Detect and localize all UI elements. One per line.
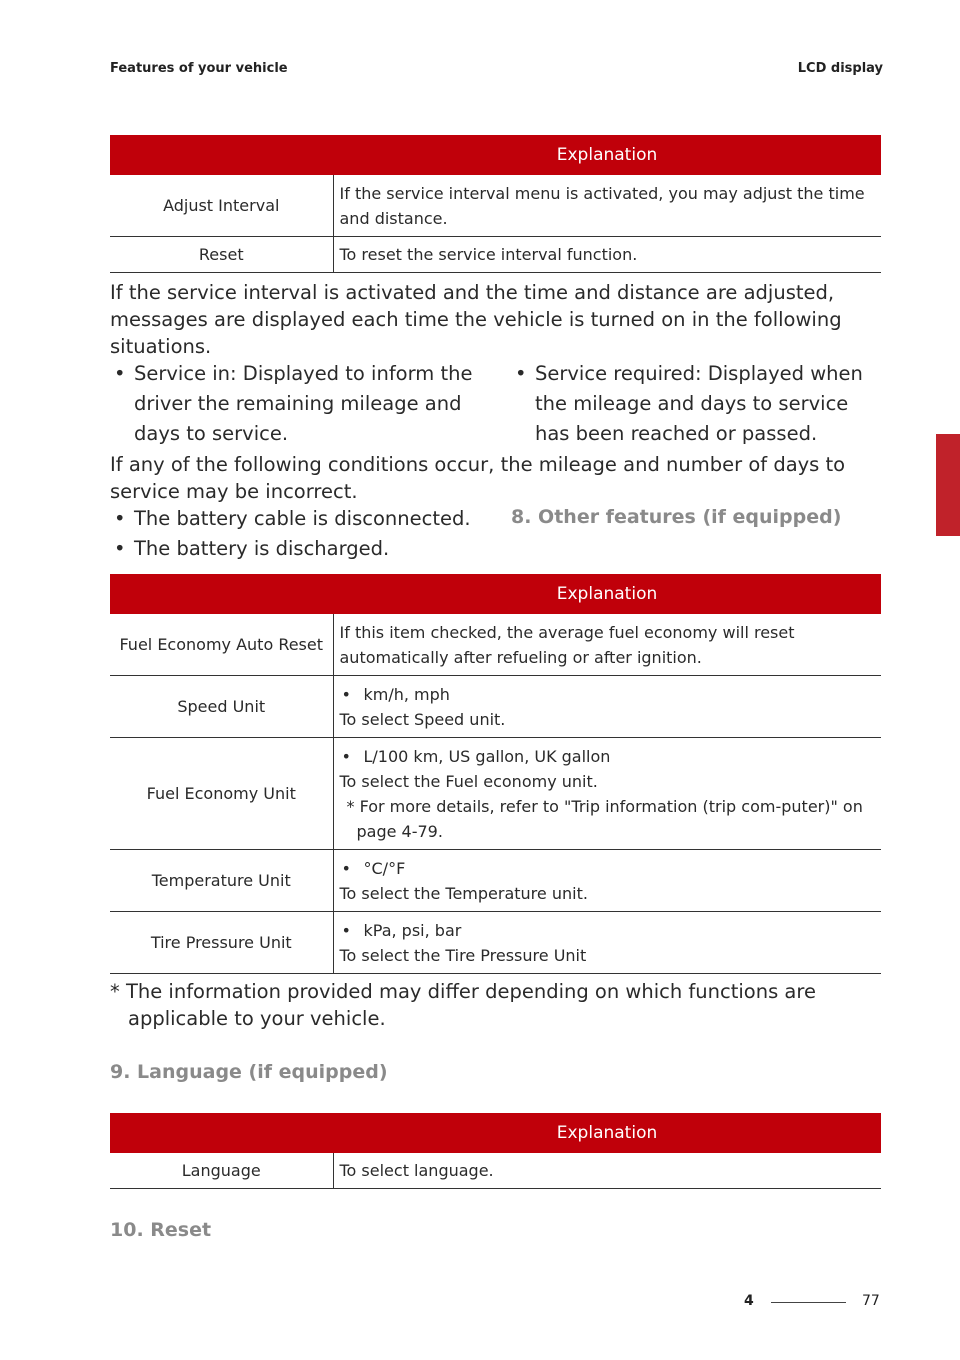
row-label: Fuel Economy Auto Reset [110,614,333,676]
bullet-text: Service required: Displayed when the mileage and days to service has been reached or passed. [535,362,863,445]
table-header-blank [110,574,333,614]
bullet-item [511,359,885,449]
table-header-explanation: Explanation [333,1113,881,1153]
bullet-text: The battery is discharged. [134,537,390,560]
option-note: * For more details, refer to "Trip information (trip com-puter)" on page 4-79. [346,796,863,841]
table-header-explanation: Explanation [333,574,881,614]
bullet-item [110,504,514,534]
chapter-side-number: 4 [936,513,950,534]
footer-chapter-number: 4 [744,1293,754,1309]
table-row [110,738,881,850]
row-label: Fuel Economy Unit [110,738,333,850]
row-explanation [333,738,881,850]
bullet-dot: • [114,362,126,385]
table-row [110,175,881,237]
language-table [110,1113,881,1189]
row-explanation: To reset the service interval function. [333,237,881,273]
table-row [110,676,881,738]
row-label: Reset [110,237,333,273]
table-row [110,1153,881,1189]
option-description: To select the Fuel economy unit. [339,771,598,791]
bullet-text: The battery cable is disconnected. [134,507,471,530]
row-explanation: If the service interval menu is activated, you may adjust the time and distance. [333,175,881,237]
row-explanation: If this item checked, the average fuel economy will reset automatically after refueling or after ignition. [333,614,881,676]
section-heading-language: 9. Language (if equipped) [110,1061,388,1083]
option-values: • °C/°F [340,856,874,881]
service-interval-paragraph: If the service interval is activated and the time and distance are adjusted, messages are displayed each time the vehicle is turned on in the following situations. [110,281,842,358]
footnote: * The information provided may differ depending on which functions are applicable to your vehicle. [110,980,816,1030]
bullet-item [110,534,514,564]
row-label: Tire Pressure Unit [110,912,333,974]
bullet-text: Service in: Displayed to inform the driver the remaining mileage and days to service. [134,362,473,445]
incorrect-conditions-paragraph: If any of the following conditions occur, the mileage and number of days to service may be incorrect. [110,453,846,503]
service-interval-table [110,135,881,273]
bullet-dot: • [114,507,126,530]
row-explanation: To select language. [333,1153,881,1189]
table-row [110,912,881,974]
table-row [110,237,881,273]
table-header-blank [110,135,333,175]
table-header-row [110,574,881,614]
footer-divider [771,1302,846,1303]
option-description: To select Speed unit. [339,709,506,729]
section-heading-reset: 10. Reset [110,1219,212,1241]
running-header-topic: LCD display [797,61,883,76]
other-features-table [110,574,881,974]
table-row [110,614,881,676]
row-explanation [333,912,881,974]
option-values: • kPa, psi, bar [340,918,874,943]
option-values: • km/h, mph [340,682,874,707]
table-header-row [110,1113,881,1153]
table-header-blank [110,1113,333,1153]
running-header-section: Features of your vehicle [110,61,288,76]
option-description: To select the Temperature unit. [339,883,588,903]
row-label: Adjust Interval [110,175,333,237]
section-heading-other-features: 8. Other features (if equipped) [511,506,842,528]
table-header-row [110,135,881,175]
bullet-item [110,359,494,449]
row-explanation [333,676,881,738]
table-row [110,850,881,912]
row-explanation [333,850,881,912]
row-label: Temperature Unit [110,850,333,912]
row-label: Speed Unit [110,676,333,738]
option-description: To select the Tire Pressure Unit [339,945,587,965]
option-values: • L/100 km, US gallon, UK gallon [340,744,874,769]
bullet-dot: • [114,537,126,560]
bullet-dot: • [515,362,527,385]
row-label: Language [110,1153,333,1189]
table-header-explanation: Explanation [333,135,881,175]
footer-page-number: 77 [862,1293,880,1309]
